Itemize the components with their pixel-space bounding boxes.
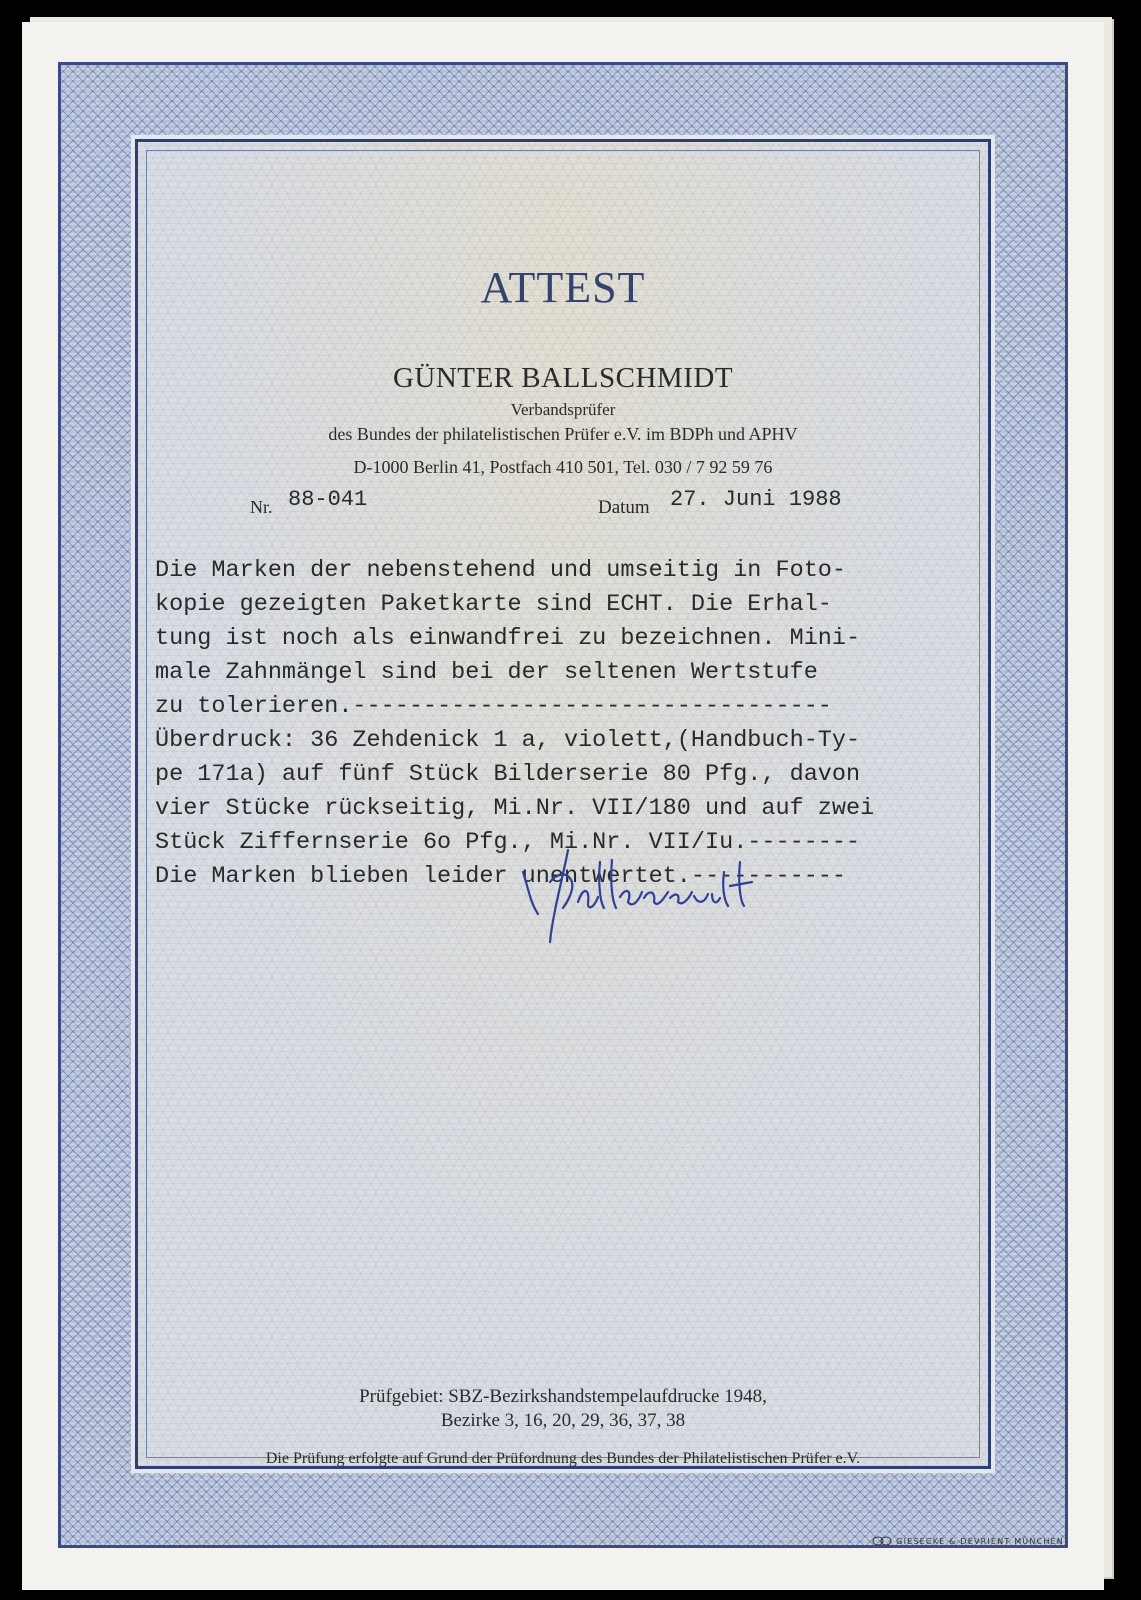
certificate-title: ATTEST — [480, 263, 646, 312]
examiner-name: GÜNTER BALLSCHMIDT — [392, 362, 734, 394]
date-label: Datum — [598, 497, 650, 518]
text-line: tung ist noch als einwandfrei zu bezeichnen. Mini- — [155, 625, 861, 652]
address-line: D-1000 Berlin 41, Postfach 410 501, Tel. 030 / 7 92 59 76 — [353, 457, 773, 477]
printer-name: GIESECKE & DEVRIENT MÜNCHEN — [896, 1536, 1064, 1546]
certificate-number: 88-041 — [288, 487, 368, 512]
handwritten-signature — [508, 842, 808, 952]
text-line: Die Marken der nebenstehend und umseitig in Foto- — [155, 557, 847, 584]
text-line: Die Marken blieben leider unentwertet.----------- — [155, 863, 847, 890]
certificate-date: 27. Juni 1988 — [670, 487, 842, 512]
exam-scope-line: Prüfgebiet: SBZ-Bezirkshandstempelaufdrucke 1948, — [359, 1386, 767, 1407]
text-line: Überdruck: 36 Zehdenick 1 a, violett,(Handbuch-Ty- — [155, 727, 861, 754]
text-line: kopie gezeigten Paketkarte sind ECHT. Die Erhal- — [155, 591, 832, 618]
guilloche-border — [58, 62, 1068, 1548]
certificate-sheet — [22, 22, 1104, 1590]
certificate-panel — [135, 139, 991, 1469]
exam-districts-line: Bezirke 3, 16, 20, 29, 36, 37, 38 — [440, 1410, 686, 1431]
text-line: pe 171a) auf fünf Stück Bilderserie 80 Pfg., davon — [155, 761, 861, 788]
printer-logo-icon — [872, 1536, 892, 1546]
exam-regulation-note: Die Prüfung erfolgte auf Grund der Prüfordnung des Bundes der Philatelistischen Prüfer e.V. — [265, 1450, 861, 1467]
number-label: Nr. — [250, 497, 273, 517]
printer-imprint — [872, 1536, 1064, 1546]
association-line: des Bundes der philatelistischen Prüfer e.V. im BDPh und APHV — [328, 424, 798, 444]
text-line: Stück Ziffernserie 6o Pfg., Mi.Nr. VII/Iu.-------- — [155, 829, 861, 856]
text-line: vier Stücke rückseitig, Mi.Nr. VII/180 und auf zwei — [155, 795, 875, 822]
text-line: male Zahnmängel sind bei der seltenen Wertstufe — [155, 659, 818, 686]
text-line: zu tolerieren.---------------------------------- — [155, 693, 832, 720]
examiner-role: Verbandsprüfer — [510, 400, 616, 419]
